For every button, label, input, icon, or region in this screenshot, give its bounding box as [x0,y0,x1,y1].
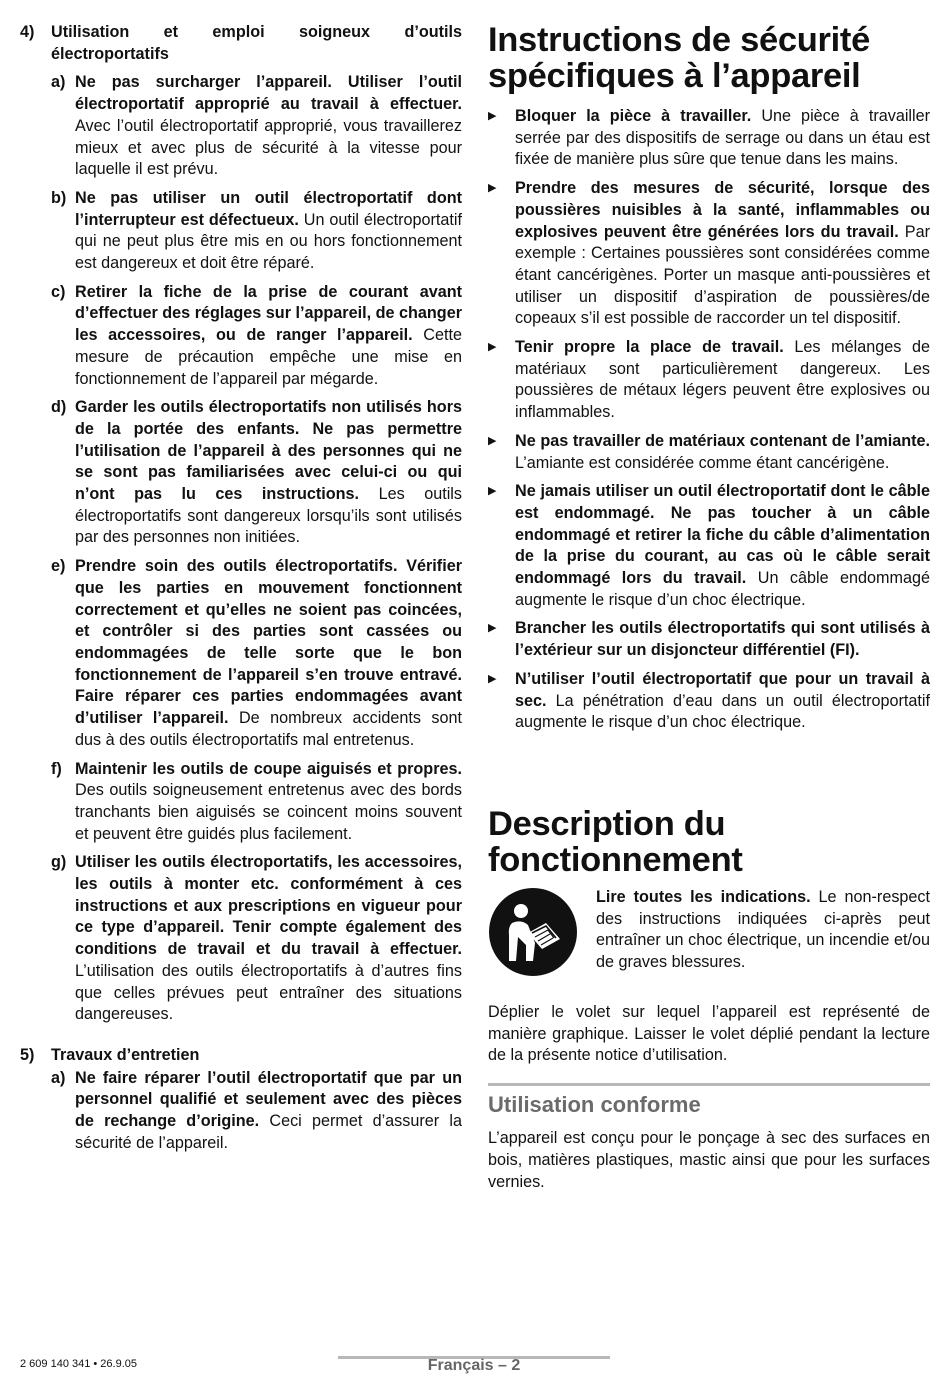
list-item [488,618,930,661]
description-title: Description du fonctionnement [488,804,743,879]
safety-instructions-title: Instructions de sécurité spécifiques à l’appareil [488,21,870,95]
item-body: Des outils soigneusement entretenus avec des bords tranchants bien aiguisés se coincent moins souvent et peuvent être guidés plus facilement. [75,781,462,843]
item-body: Un câble endommagé augmente le risque d’un choc électrique. [515,569,930,609]
section-4-heading [20,22,462,65]
item-body: Le non-respect des instructions indiquées ci-après peut entraîner un choc électrique, un incendie et/ou de graves blessures. [596,887,931,972]
item-bold: Tenir propre la place de travail. [515,338,784,357]
item-body: Avec l’outil électroportatif approprié, vous travaillerez mieux et avec plus de sécurité à la vitesse pour laquelle il est prévu. [75,116,462,179]
item-bold: Brancher les outils électroportatifs qui sont utilisés à l’extérieur sur un disjoncteur différentiel (FI). [515,619,930,660]
document-code: 2 609 140 341 • 26.9.05 [20,1358,138,1370]
item-body: Les outils électroportatifs sont dangereux lorsqu’ils sont utilisés par des personnes non initiées. [75,485,462,547]
item-body: Par exemple : Certaines poussières sont considérées comme étant cancérigènes. Porter un masque anti-poussières et utiliser un dispositif d’aspiration de poussières/de copeaux s’il est possible de raccorder un tel dispositif. [515,222,930,328]
triangle-bullet-icon: ▶ [488,110,497,122]
item-bold: Retirer la fiche de la prise de courant avant d’effectuer des réglages sur l’appareil, de changer les accessoires, ou de ranger l’appareil. [75,282,462,345]
list-item [20,1068,462,1155]
triangle-bullet-icon: ▶ [488,341,497,354]
item-body: Ceci permet d’assurer la sécurité de l’appareil. [75,1112,462,1152]
item-bold: Ne pas travailler de matériaux contenant de l’amiante. [515,431,930,450]
item-bold: Ne pas surcharger l’appareil. Utiliser l’outil électroportatif approprié au travail à effectuer. [75,73,462,114]
list-item [20,852,462,1026]
item-text [75,556,462,751]
item-bold: Maintenir les outils de coupe aiguisés et propres. [75,759,462,778]
list-item [20,397,462,549]
item-body: Cette mesure de précaution empêche une mise en fonctionnement de l’appareil par mégarde. [75,326,462,388]
list-item [20,282,462,391]
usage-title: Utilisation conforme [488,1092,701,1118]
triangle-bullet-icon: ▶ [488,485,497,498]
list-item [488,481,930,611]
item-bold: Bloquer la pièce à travailler. [515,107,752,125]
triangle-bullet-icon: ▶ [488,622,497,635]
item-body: Une pièce à travailler serrée par des dispositifs de serrage ou dans un étau est fixée de manière plus sûre que tenue dans les mains. [515,107,931,169]
item-body: Les mélanges de matériaux sont particulièrement dangereux. Les poussières de métaux légers peuvent être explosives ou inflammables. [515,338,930,422]
fold-out-text: Déplier le volet sur lequel l’appareil est représenté de manière graphique. Laisser le volet déplié pendant la lecture de la présente notice d’utilisation. [488,1002,930,1065]
read-manual-icon [488,887,578,977]
triangle-bullet-icon: ▶ [488,434,497,447]
item-body: L’utilisation des outils électroportatifs à d’autres fins que celles prévues peut entraîner des situations dangereuses. [75,961,462,1024]
item-letter: f) [51,759,62,778]
item-text [75,397,462,549]
item-text [75,282,462,391]
item-letter: b) [51,188,67,207]
item-letter: d) [51,398,67,417]
list-item [488,106,930,171]
item-bold: Garder les outils électroportatifs non utilisés hors de la portée des enfants. Ne pas permettre l’utilisation de l’appareil à des personnes qui ne se sont pas familiarisées avec celui-ci ou qui n’ont pas lu ces instructions. [75,398,462,504]
item-bold: Ne pas utiliser un outil électroportatif dont l’interrupteur est défectueux. [75,188,462,229]
item-letter: a) [51,1068,66,1087]
section-number: 5) [20,1045,35,1064]
section-title: Utilisation et emploi soigneux d’outils électroportatifs [51,23,462,63]
list-item [20,72,462,181]
item-text [75,72,462,181]
item-letter: a) [51,73,66,92]
triangle-bullet-icon: ▶ [488,182,497,195]
safety-bullet-list [488,106,930,734]
right-column [488,22,930,1193]
item-body: La pénétration d’eau dans un outil électroportatif augmente le risque d’un choc électrique. [515,691,930,732]
item-body: De nombreux accidents sont dus à des outils électroportatifs mal entretenus. [75,709,462,749]
item-letter: c) [51,282,66,301]
triangle-bullet-icon: ▶ [488,672,497,685]
item-bold: Prendre soin des outils électroportatifs. Vérifier que les parties en mouvement fonctionnent correctement et qu’elles ne soient pas coincées, et contrôler si des parties sont cassées ou endommagées de telle sorte que le bon fonctionnement de l’appareil s’en trouve entravé. Faire réparer ces parties endommagées avant d’utiliser l’appareil. [75,557,462,728]
list-item [20,556,462,751]
left-column [20,22,462,1154]
item-letter: e) [51,557,66,576]
item-text [75,188,462,275]
list-item [20,759,462,846]
item-bold: Ne faire réparer l’outil électroportatif que par un personnel qualifié et seulement avec des pièces de rechange d’origine. [75,1068,462,1131]
list-item [488,669,930,734]
list-item [20,188,462,275]
item-body: L’amiante est considérée comme étant cancérigène. [515,453,890,472]
section-title: Travaux d’entretien [51,1045,200,1064]
item-text [75,1068,462,1155]
list-item [488,337,930,424]
page-language-number: Français – 2 [427,1357,521,1374]
item-bold: Lire toutes les indications. [596,887,811,906]
read-instructions-block [488,887,930,982]
usage-text: L’appareil est conçu pour le ponçage à sec des surfaces en bois, matières plastiques, mastic ainsi que pour les surfaces vernies. [488,1129,930,1191]
section-number: 4) [20,23,35,41]
item-body: Un outil électroportatif qui ne peut plus être mis en ou hors fonctionnement est dangereux et doit être réparé. [75,210,462,273]
item-text [75,759,462,846]
item-bold: Ne jamais utiliser un outil électroportatif dont le câble est endommagé. Ne pas toucher à un câble endommagé et retirer la fiche du câble d’alimentation de la prise du courant, au cas où le câble serait endommagé lors du travail. [515,482,930,588]
item-bold: Utiliser les outils électroportatifs, les accessoires, les outils à monter etc. conformément à ces instructions et aux prescriptions en vigueur pour ce type d’appareil. Tenir compte également des conditions de travail et du travail à effectuer. [75,853,462,959]
section-5-heading [20,1045,462,1067]
read-instructions-text [596,887,930,982]
item-bold: Prendre des mesures de sécurité, lorsque des poussières nuisibles à la santé, inflammables ou explosives peuvent être générées lors du travail. [515,179,930,241]
item-bold: N’utiliser l’outil électroportatif que pour un travail à sec. [515,669,930,710]
item-text [75,852,462,1026]
list-item [488,178,930,330]
item-letter: g) [51,853,67,872]
list-item [488,431,930,474]
